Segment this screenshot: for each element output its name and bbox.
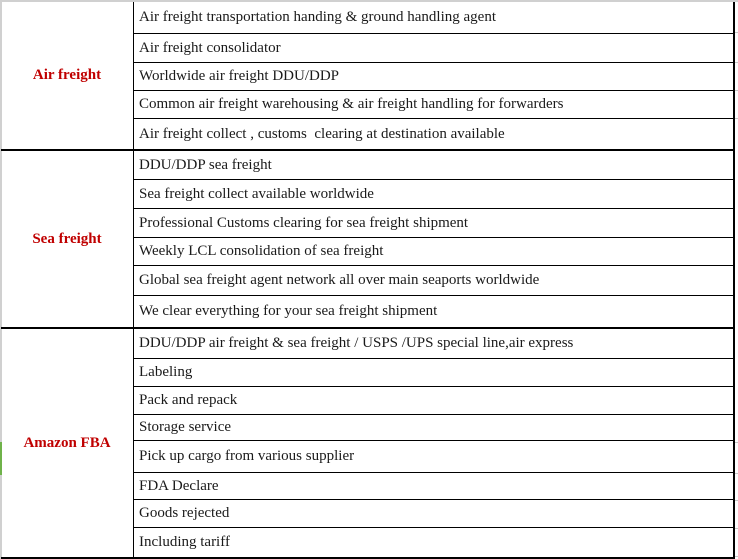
services-table [1, 2, 735, 559]
list-item: Weekly LCL consolidation of sea freight [134, 238, 733, 266]
category-label: Sea freight [1, 151, 134, 327]
service-list [134, 2, 735, 149]
list-item: Goods rejected [134, 500, 733, 528]
list-item: DDU/DDP air freight & sea freight / USPS /UPS special line,air express [134, 329, 733, 359]
category-label: Amazon FBA [1, 329, 134, 557]
list-item: Pick up cargo from various supplier [134, 441, 733, 473]
list-item: Pack and repack [134, 387, 733, 415]
list-item: Worldwide air freight DDU/DDP [134, 63, 733, 91]
list-item: Labeling [134, 359, 733, 387]
list-item: Global sea freight agent network all over main seaports worldwide [134, 266, 733, 296]
category-label: Air freight [1, 2, 134, 149]
list-item: Including tariff [139, 534, 230, 550]
list-item: We clear everything for your sea freight shipment [139, 303, 438, 319]
list-item: FDA Declare [134, 473, 733, 500]
list-item: Air freight consolidator [134, 34, 733, 63]
list-item: Storage service [134, 415, 733, 441]
list-item: Air freight collect , customs clearing at destination available [139, 125, 505, 142]
section-amazon-fba [1, 329, 735, 559]
service-list [134, 151, 735, 327]
list-item: Air freight transportation handing & ground handling agent [134, 2, 733, 34]
list-item: DDU/DDP sea freight [134, 151, 733, 180]
service-list [134, 329, 735, 557]
list-item: Professional Customs clearing for sea freight shipment [134, 209, 733, 238]
list-item: Sea freight collect available worldwide [134, 180, 733, 209]
section-air-freight [1, 2, 735, 151]
list-item: Common air freight warehousing & air freight handling for forwarders [134, 91, 733, 119]
section-sea-freight [1, 151, 735, 329]
